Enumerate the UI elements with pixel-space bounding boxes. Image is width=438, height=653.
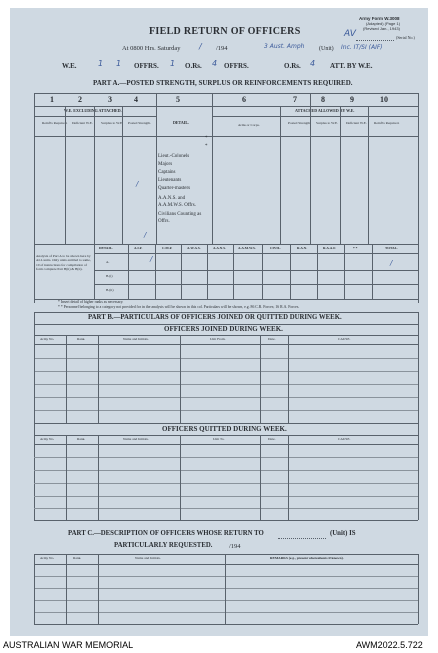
rank-captains: Captains xyxy=(158,170,176,175)
joined-title: OFFICERS JOINED DURING WEEK. xyxy=(164,325,283,333)
asterisk-2: * xyxy=(205,144,208,149)
analysis-v-8 xyxy=(317,244,318,299)
analysis-hdr-ran: R.A.N. xyxy=(297,246,308,250)
part-b-title: PART B.—PARTICULARS OF OFFICERS JOINED OR QUITTED DURING WEEK. xyxy=(88,314,342,321)
attached-allowed-header: ATTACHED ALLOWED BY W.E. xyxy=(295,108,355,113)
analysis-hdr-raaf: R.A.A.F. xyxy=(323,246,336,250)
we-group-line xyxy=(34,116,156,117)
part-c-title-2: PARTICULARLY REQUESTED. xyxy=(114,542,213,549)
form-title: FIELD RETURN OF OFFICERS xyxy=(149,26,301,37)
joined-v-3 xyxy=(180,335,181,423)
partc-v-1 xyxy=(66,554,67,624)
quitted-hdr-cause: CAUSE. xyxy=(338,437,351,441)
quitted-row-1 xyxy=(34,457,418,458)
grid-v-5 xyxy=(212,93,213,244)
analysis-hdr-awas: A.W.A.S. xyxy=(187,246,201,250)
joined-bottom-line xyxy=(34,423,418,424)
att-group-line xyxy=(212,116,418,117)
at-line: At 0800 Hrs. Saturday xyxy=(122,45,181,52)
joined-hdr-date: Date. xyxy=(268,337,276,341)
quitted-row-3 xyxy=(34,483,418,484)
col-number-4: 4 xyxy=(134,95,138,104)
part-a-bottom-line xyxy=(34,244,418,245)
rank-aans-aamws: A.A.N.S. and A.A.M.W.S. Offrs. xyxy=(158,196,196,208)
we-label: W.E. xyxy=(62,62,77,70)
part-c-row-2 xyxy=(34,588,418,589)
analysis-mark-a: / xyxy=(150,255,153,263)
att-label: ATT. BY W.E. xyxy=(330,62,373,70)
analysis-mark-total: / xyxy=(390,259,393,267)
rank-civilians: Civilians Counting as Offrs. xyxy=(158,212,202,224)
serial-number-label: (Serial No.) xyxy=(396,35,415,40)
joined-v-2 xyxy=(98,335,99,423)
form-sheet xyxy=(10,8,428,636)
partc-hdr-rank: Rank. xyxy=(73,556,82,560)
hdr-surplus-att: Surplus to W.E. xyxy=(316,121,338,125)
we-ors-hand: 1 xyxy=(116,59,122,68)
analysis-row-bii: B.(ii) xyxy=(106,288,114,292)
part-c-title-1: PART C.—DESCRIPTION OF OFFICERS WHOSE RETURN TO xyxy=(68,530,264,537)
col-number-7: 7 xyxy=(293,95,297,104)
quitted-v-1 xyxy=(66,435,67,520)
we-offrs-hand: 1 xyxy=(98,59,104,68)
partc-v-2 xyxy=(98,554,99,624)
joined-v-1 xyxy=(66,335,67,423)
ors-label: O.Rs. xyxy=(185,62,202,70)
date-day-slash: / xyxy=(199,42,202,51)
joined-hdr-cause: CAUSE. xyxy=(338,337,351,341)
form-ref-line1: Army Form W.3008 xyxy=(359,16,400,21)
joined-row-2 xyxy=(34,371,418,372)
grid-v-2 xyxy=(94,106,95,244)
analysis-hdr-detail: DETAIL. xyxy=(99,246,114,250)
hdr-posted-att: Posted Strength. xyxy=(288,121,311,125)
quitted-row-2 xyxy=(34,470,418,471)
form-ref-line2: (Adapted) (Page 1) xyxy=(366,21,401,26)
quitted-row-5 xyxy=(34,508,418,509)
part-c-top-line xyxy=(34,554,418,555)
grid-v-8 xyxy=(340,106,341,244)
quitted-row-4 xyxy=(34,496,418,497)
col-number-2: 2 xyxy=(78,95,82,104)
we-excluding-header: W.E. EXCLUDING ATTACHED. xyxy=(64,108,122,113)
quitted-v-3 xyxy=(180,435,181,520)
joined-v-5 xyxy=(288,335,289,423)
col-number-3: 3 xyxy=(108,95,112,104)
partc-hdr-remarks: REMARKS (e.g., present whereabouts if known). xyxy=(270,556,344,560)
footer-left: AUSTRALIAN WAR MEMORIAL xyxy=(3,640,134,650)
analysis-note: Analysis of Part A to be shown here by ALL units. Only units entitled to same, 10 of instructions for compilation of form complete Part B(ii) & B(ii). xyxy=(36,254,91,272)
part-c-row-3 xyxy=(34,600,418,601)
grid-v-10 xyxy=(418,93,419,303)
footnote-1: * Insert detail of higher ranks as necessary. xyxy=(58,300,124,304)
quitted-hdr-name: Name and Initials. xyxy=(123,437,149,441)
quitted-title-line xyxy=(34,435,418,436)
quitted-hdr-line xyxy=(34,444,418,445)
joined-v-4 xyxy=(260,335,261,423)
att-marks-hand: 4 xyxy=(310,59,316,68)
part-c-row-1 xyxy=(34,576,418,577)
joined-hdr-unit-from: Unit From. xyxy=(210,337,226,341)
detail-tick-2: / xyxy=(144,231,147,239)
hdr-reinfts: Reinf'ts Required. xyxy=(42,121,68,125)
asterisk-1: * xyxy=(205,136,208,141)
joined-hdr-rank: Rank. xyxy=(77,337,86,341)
handwritten-header-mark: AV xyxy=(344,29,356,39)
analysis-hdr-total: TOTAL. xyxy=(385,246,398,250)
joined-row-5 xyxy=(34,410,418,411)
col-number-6: 6 xyxy=(242,95,246,104)
hdr-detail: DETAIL. xyxy=(173,120,190,125)
grid-v-4 xyxy=(156,93,157,244)
joined-row-3 xyxy=(34,384,418,385)
col-number-9: 9 xyxy=(350,95,354,104)
grid-v-7 xyxy=(310,93,311,244)
grid-v-0 xyxy=(34,93,35,303)
part-b-top-line xyxy=(34,312,418,313)
analysis-v-2 xyxy=(155,244,156,299)
quitted-hdr-rank: Rank. xyxy=(77,437,86,441)
unit-label: (Unit) xyxy=(319,46,334,52)
analysis-v-6 xyxy=(262,244,263,299)
offrs-label: OFFRS. xyxy=(134,62,159,70)
rank-majors: Majors xyxy=(158,162,173,167)
quitted-v-2 xyxy=(98,435,99,520)
col-number-10: 10 xyxy=(380,95,388,104)
analysis-row-bi: B.(i) xyxy=(106,274,113,278)
analysis-v-10 xyxy=(372,244,373,299)
partb-v-0 xyxy=(34,312,35,520)
hdr-posted: Posted Strength. xyxy=(128,121,151,125)
col-number-5: 5 xyxy=(176,95,180,104)
hdr-deficient: Deficient W.E. xyxy=(72,121,93,125)
rank-lieutenants: Lieutenants xyxy=(158,178,182,183)
part-a-header-line xyxy=(34,136,418,137)
analysis-header-line xyxy=(94,253,418,254)
joined-row-4 xyxy=(34,397,418,398)
joined-hdr-army-no: Army No. xyxy=(40,337,55,341)
analysis-v-4 xyxy=(207,244,208,299)
analysis-row-line-1 xyxy=(94,270,418,271)
analysis-hdr-civil: CIVIL. xyxy=(270,246,281,250)
analysis-hdr-other: * * xyxy=(353,246,358,250)
part-c-hdr-line xyxy=(34,564,418,565)
part-c-row-4 xyxy=(34,612,418,613)
analysis-hdr-aamws: A.A.M.W.S. xyxy=(238,246,256,250)
grid-v-3 xyxy=(122,106,123,244)
serial-number-line xyxy=(356,40,394,41)
ors-label-2: O.Rs. xyxy=(284,62,301,70)
partb-v-6 xyxy=(418,312,419,520)
analysis-v-0 xyxy=(94,244,95,299)
partc-v-0 xyxy=(34,554,35,624)
partc-v-4 xyxy=(418,554,419,624)
unit-handwritten: 3 Aust. Amph xyxy=(264,43,305,50)
quitted-v-4 xyxy=(260,435,261,520)
analysis-v-5 xyxy=(233,244,234,299)
col-number-1: 1 xyxy=(50,95,54,104)
analysis-hdr-cmf: C.M.F. xyxy=(162,246,173,250)
quitted-bottom-line xyxy=(34,520,418,521)
partc-v-3 xyxy=(225,554,226,624)
quitted-hdr-unit-to: Unit To. xyxy=(213,437,225,441)
col-number-8: 8 xyxy=(321,95,325,104)
analysis-v-7 xyxy=(290,244,291,299)
part-a-top-line xyxy=(34,93,418,94)
quitted-hdr-army-no: Army No. xyxy=(40,437,55,441)
joined-hdr-name: Name and Initials. xyxy=(123,337,149,341)
detail-tick: / xyxy=(136,180,139,188)
quitted-v-5 xyxy=(288,435,289,520)
footer-right: AWM2022.5.722 xyxy=(356,640,423,650)
analysis-v-9 xyxy=(344,244,345,299)
quitted-title: OFFICERS QUITTED DURING WEEK. xyxy=(162,425,287,433)
hdr-surplus: Surplus to W.E. xyxy=(101,121,123,125)
date-year: /194 xyxy=(216,45,228,52)
part-c-date-year: /194 xyxy=(229,543,241,550)
form-ref-line3: (Revised Jan., 1943) xyxy=(363,26,400,31)
part-c-bottom-line xyxy=(34,624,418,625)
analysis-row-line-2 xyxy=(94,284,418,285)
analysis-hdr-aif: A.I.F. xyxy=(134,246,143,250)
analysis-v-3 xyxy=(181,244,182,299)
quitted-hdr-date: Date. xyxy=(268,437,276,441)
unit-suffix: Inc. IT/SI (AIF) xyxy=(341,44,383,51)
ors-count-hand: 4 xyxy=(212,59,218,68)
partc-hdr-name: Name and Initials. xyxy=(135,556,161,560)
hdr-reinfts-att: Reinf'ts Required. xyxy=(374,121,400,125)
joined-row-1 xyxy=(34,358,418,359)
hdr-arms-corps: Arms or Corps. xyxy=(238,123,260,127)
col-number-line xyxy=(34,106,418,107)
offrs-count-hand: 1 xyxy=(170,59,176,68)
footnote-2: * * Personnel belonging to a category not provided for in the analysis will be shown in this col. Particulars will be shown, e.g. 86 C.R. Forces; 16 R.A. Forces. xyxy=(58,305,300,309)
part-a-title: PART A.—POSTED STRENGTH, SURPLUS OR REINFORCEMENTS REQUIRED. xyxy=(93,79,353,87)
joined-title-line xyxy=(34,335,418,336)
analysis-hdr-aans: A.A.N.S. xyxy=(213,246,227,250)
part-c-unit-line[interactable] xyxy=(278,538,326,539)
grid-v-9 xyxy=(368,106,369,244)
grid-v-1 xyxy=(65,106,66,244)
partc-hdr-army-no: Army No. xyxy=(40,556,55,560)
rank-quartermasters: Quarter-masters xyxy=(158,186,191,191)
analysis-v-1 xyxy=(128,244,129,299)
joined-hdr-line xyxy=(34,344,418,345)
analysis-row-a: A. xyxy=(106,260,110,264)
grid-v-6 xyxy=(280,106,281,244)
rank-lieut-colonels: Lieut.-Colonels xyxy=(158,154,190,159)
part-c-unit-is: (Unit) IS xyxy=(330,530,356,537)
offrs-label-2: OFFRS. xyxy=(224,62,249,70)
hdr-deficient-att: Deficient W.E. xyxy=(346,121,367,125)
